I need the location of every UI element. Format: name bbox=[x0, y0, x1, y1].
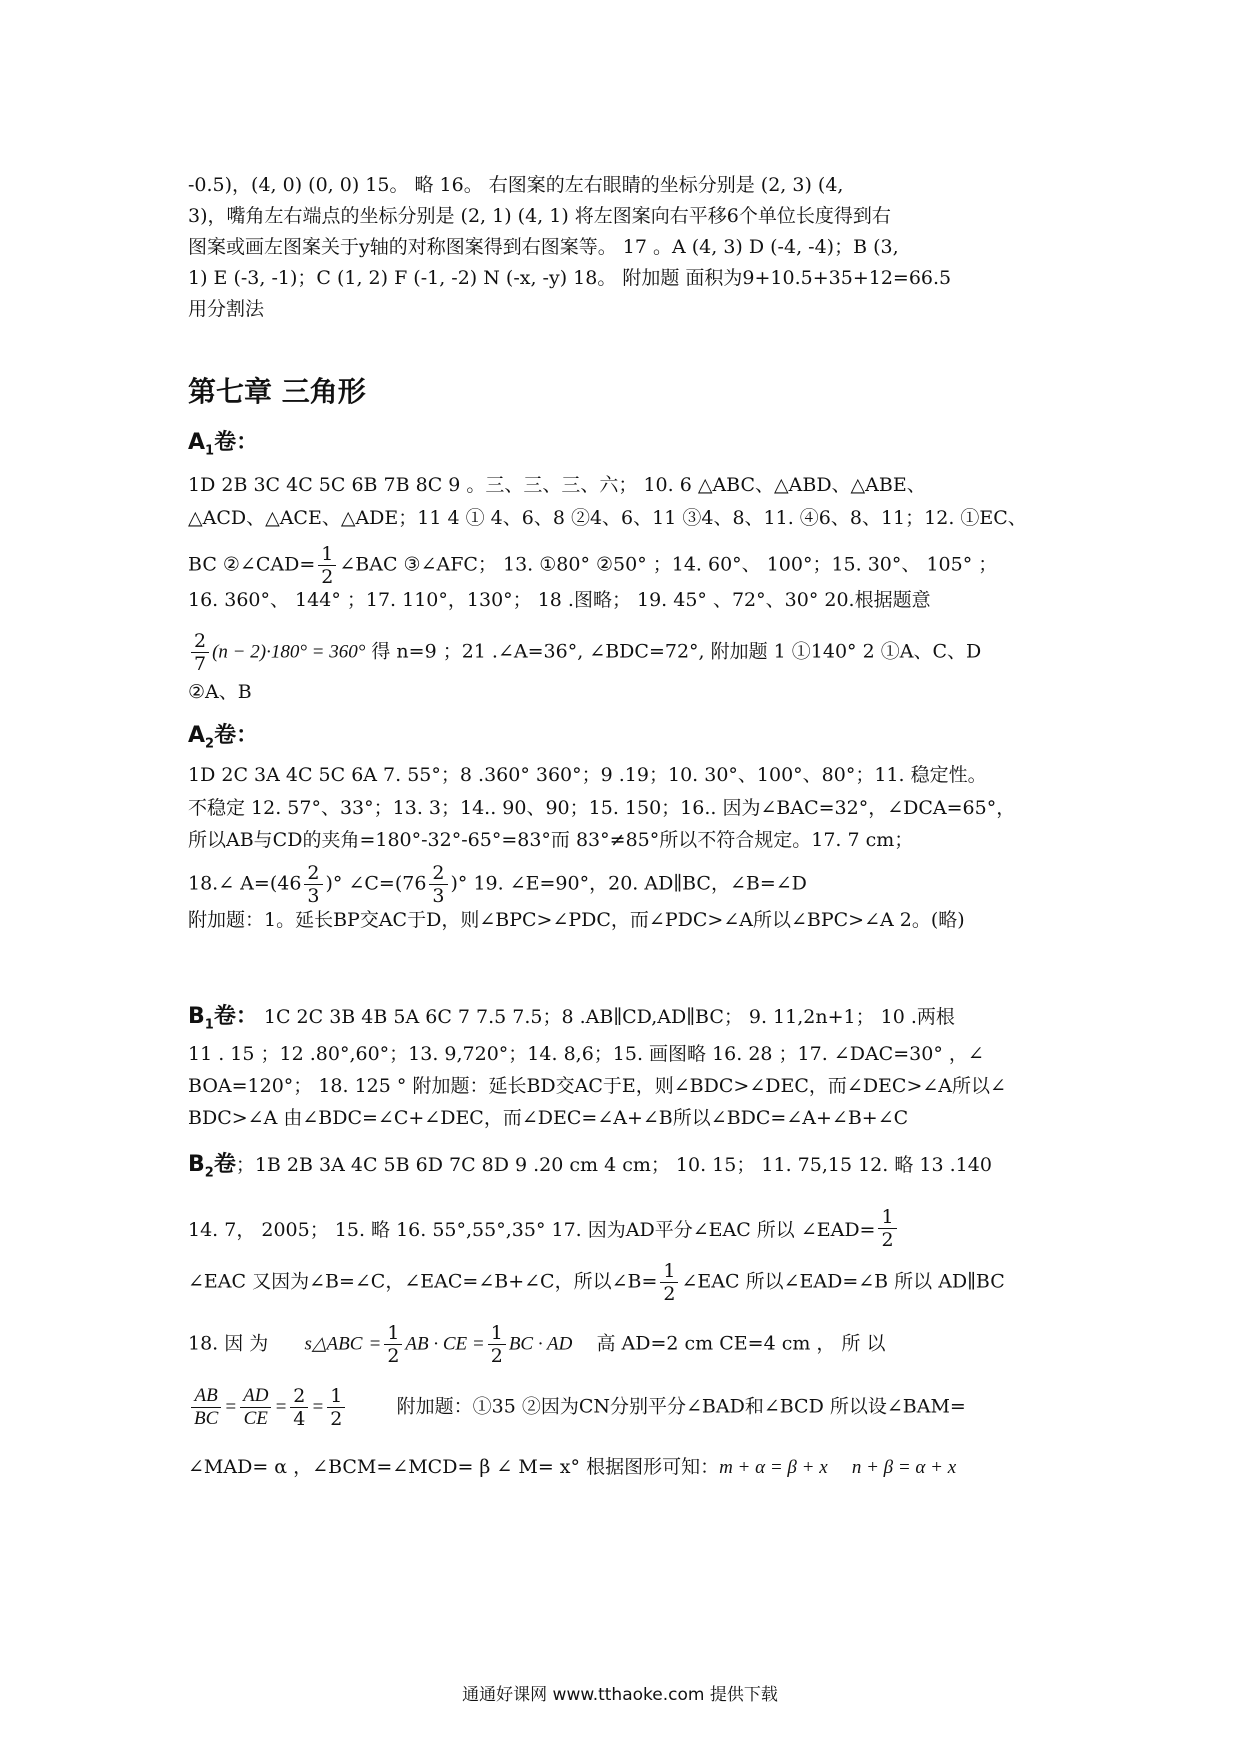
fraction: $\frac{1}{2}$ bbox=[384, 1322, 402, 1367]
fraction: $\frac{1}{2}$ bbox=[318, 543, 336, 588]
fraction: $\frac{1}{2}$ bbox=[327, 1385, 345, 1430]
text-line: $B_1$卷： 1C 2C 3B 4B 5A 6C 7 7.5 7.5；8 .AB∥CD,AD∥BC； 9. 11,2n+1； 10 .两根 bbox=[188, 1004, 955, 1033]
text-line: 1) E (-3, -1)；C (1, 2) F (-1, -2) N (-x, -y) 18。 附加题 面积为9+10.5+35+12=66.5 bbox=[188, 267, 952, 289]
text-line: BC ②∠CAD= $\frac{1}{2}$ ∠BAC ③∠AFC； 13. ①80° ②50° ；14. 60°、 100°；15. 30°、 105° ； bbox=[188, 543, 998, 588]
fraction: $\frac{2}{3}$ bbox=[304, 862, 322, 907]
text-line: 18. 因 为 s△ABC = $\frac{1}{2}$ AB · CE = $\frac{1}{2}$ BC · AD 高 AD=2 cm CE=4 cm ， 所 以 bbox=[188, 1322, 886, 1367]
text-line: $\frac{AB}{BC}$ = $\frac{AD}{CE}$ = $\frac{2}{4}$ = $\frac{1}{2}$ 附加题：①35 ②因为CN分别平分∠BAD和∠BCD 所以设∠BAM= bbox=[188, 1385, 1058, 1430]
fraction: $\frac{1}{2}$ bbox=[488, 1322, 506, 1367]
section-heading-a1: $A_1$卷： bbox=[188, 430, 259, 459]
text-line: $B_2$卷；1B 2B 3A 4C 5B 6D 7C 8D 9 .20 cm 4 cm； 10. 15； 11. 75,15 12. 略 13 .140 bbox=[188, 1152, 992, 1181]
fraction: $\frac{2}{4}$ bbox=[290, 1385, 308, 1430]
section-heading-a2: $A_2$卷： bbox=[188, 723, 259, 752]
text-line: 1D 2C 3A 4C 5C 6A 7. 55°；8 .360° 360°；9 .19；10. 30°、100°、80°；11. 稳定性。 bbox=[188, 764, 987, 786]
fraction: $\frac{1}{2}$ bbox=[660, 1260, 678, 1305]
section-heading-b1: $B_1$卷： bbox=[188, 1004, 258, 1033]
text-line: 用分割法 bbox=[188, 298, 265, 320]
chapter-title: 第七章 三角形 bbox=[188, 375, 366, 408]
text-line: 1D 2B 3C 4C 5C 6B 7B 8C 9 。三、三、三、六； 10. 6 △ABC、△ABD、△ABE、 bbox=[188, 474, 926, 496]
text-line: 图案或画左图案关于y轴的对称图案得到右图案等。 17 。A (4, 3) D (-4, -4)；B (3, bbox=[188, 236, 899, 258]
text-line: $\frac{2}{7}$ (n − 2)·180° = 360° 得 n=9 ；21 .∠A=36°, ∠BDC=72°, 附加题 1 ①140° 2 ①A、C、D bbox=[188, 630, 1058, 675]
text-line: ∠EAC 又因为∠B=∠C，∠EAC=∠B+∠C，所以∠B= $\frac{1}{2}$ ∠EAC 所以∠EAD=∠B 所以 AD∥BC bbox=[188, 1260, 1005, 1305]
fraction: $\frac{2}{3}$ bbox=[429, 862, 447, 907]
text-line: 附加题：1。延长BP交AC于D，则∠BPC>∠PDC，而∠PDC>∠A所以∠BPC>∠A 2。(略) bbox=[188, 909, 965, 931]
footer-text: 通通好课网 www.tthaoke.com 提供下载 bbox=[462, 1685, 778, 1705]
text-line: 所以AB与CD的夹角=180°-32°-65°=83°而 83°≠85°所以不符合规定。17. 7 cm； bbox=[188, 829, 914, 851]
text-line: 16. 360°、 144° ；17. 110°，130°； 18 .图略； 19. 45° 、72°、30° 20.根据题意 bbox=[188, 589, 931, 611]
fraction: $\frac{1}{2}$ bbox=[878, 1206, 896, 1251]
text-line: △ACD、△ACE、△ADE；11 4 ① 4、6、8 ②4、6、11 ③4、8、11. ④6、8、11；12. ①EC、 bbox=[188, 507, 1027, 529]
text-line: 14. 7， 2005； 15. 略 16. 55°,55°,35° 17. 因为AD平分∠EAC 所以 ∠EAD= $\frac{1}{2}$ bbox=[188, 1206, 1058, 1251]
text-line: BOA=120°； 18. 125 ° 附加题：延长BD交AC于E，则∠BDC>∠DEC，而∠DEC>∠A所以∠ bbox=[188, 1075, 1006, 1097]
text-line: ②A、B bbox=[188, 681, 252, 703]
text-line: -0.5)，(4, 0) (0, 0) 15。 略 16。 右图案的左右眼睛的坐标分别是 (2, 3) (4, bbox=[188, 174, 844, 196]
fraction: $\frac{2}{7}$ bbox=[191, 630, 209, 675]
text-line: ∠MAD= α ，∠BCM=∠MCD= β ∠ M= x° 根据图形可知：m + α = β + x n + β = α + x bbox=[188, 1456, 957, 1478]
text-line: 18.∠ A=(46 $\frac{2}{3}$ )° ∠C=(76 $\frac{2}{3}$ )° 19. ∠E=90°，20. AD∥BC，∠B=∠D bbox=[188, 862, 807, 907]
text-line: BDC>∠A 由∠BDC=∠C+∠DEC，而∠DEC=∠A+∠B所以∠BDC=∠A+∠B+∠C bbox=[188, 1107, 909, 1129]
section-heading-b2: $B_2$卷 bbox=[188, 1152, 236, 1181]
fraction: $\frac{AB}{BC}$ bbox=[191, 1385, 221, 1430]
text-line: 不稳定 12. 57°、33°；13. 3；14.. 90、90；15. 150；16.. 因为∠BAC=32°，∠DCA=65°， bbox=[188, 797, 1016, 819]
text-line: 3)，嘴角左右端点的坐标分别是 (2, 1) (4, 1) 将左图案向右平移6个单位长度得到右 bbox=[188, 205, 891, 227]
text-line: 11 . 15 ；12 .80°,60°；13. 9,720°；14. 8,6；15. 画图略 16. 28 ；17. ∠DAC=30° ，∠ bbox=[188, 1043, 984, 1065]
fraction: $\frac{AD}{CE}$ bbox=[240, 1385, 271, 1430]
